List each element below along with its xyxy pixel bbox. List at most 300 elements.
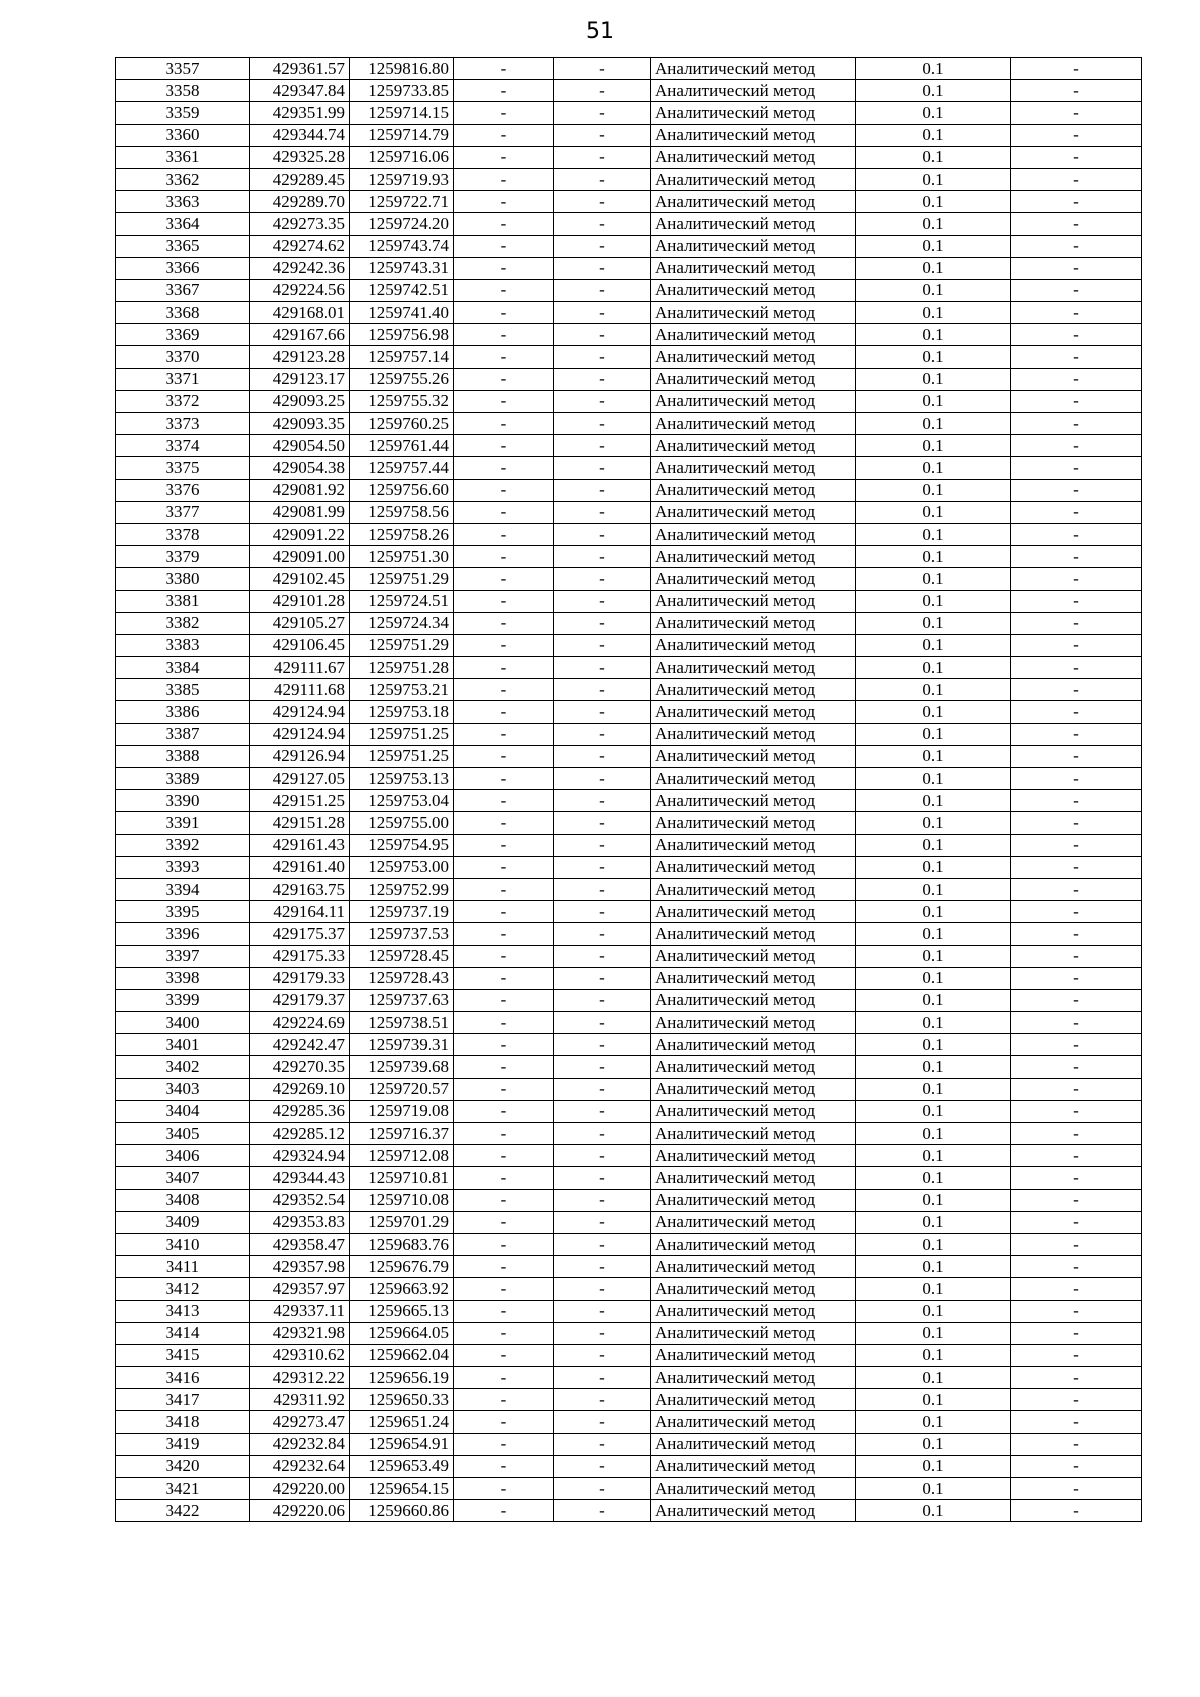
point-number-cell: 3403 xyxy=(116,1078,250,1100)
method-cell: Аналитический метод xyxy=(651,435,856,457)
table-row xyxy=(116,1012,1142,1034)
dash-cell: - xyxy=(454,1078,554,1100)
point-number-cell: 3384 xyxy=(116,657,250,679)
dash-cell: - xyxy=(1011,1100,1142,1122)
dash-cell: - xyxy=(554,878,651,900)
method-cell: Аналитический метод xyxy=(651,324,856,346)
dash-cell: - xyxy=(454,1145,554,1167)
point-number-cell: 3422 xyxy=(116,1500,250,1522)
y-coordinate-cell: 1259737.53 xyxy=(350,923,454,945)
point-number-cell: 3387 xyxy=(116,723,250,745)
point-number-cell: 3408 xyxy=(116,1189,250,1211)
point-number-cell: 3420 xyxy=(116,1455,250,1477)
method-cell: Аналитический метод xyxy=(651,368,856,390)
x-coordinate-cell: 429179.33 xyxy=(250,967,350,989)
point-number-cell: 3377 xyxy=(116,501,250,523)
accuracy-cell: 0.1 xyxy=(856,413,1011,435)
table-row xyxy=(116,124,1142,146)
dash-cell: - xyxy=(1011,302,1142,324)
table-row xyxy=(116,146,1142,168)
accuracy-cell: 0.1 xyxy=(856,834,1011,856)
dash-cell: - xyxy=(554,1389,651,1411)
point-number-cell: 3362 xyxy=(116,168,250,190)
point-number-cell: 3412 xyxy=(116,1278,250,1300)
dash-cell: - xyxy=(1011,989,1142,1011)
dash-cell: - xyxy=(454,1300,554,1322)
accuracy-cell: 0.1 xyxy=(856,1123,1011,1145)
point-number-cell: 3363 xyxy=(116,191,250,213)
dash-cell: - xyxy=(454,812,554,834)
table-row xyxy=(116,590,1142,612)
table-row xyxy=(116,701,1142,723)
method-cell: Аналитический метод xyxy=(651,945,856,967)
table-row xyxy=(116,191,1142,213)
dash-cell: - xyxy=(454,1278,554,1300)
y-coordinate-cell: 1259654.91 xyxy=(350,1433,454,1455)
dash-cell: - xyxy=(554,568,651,590)
y-coordinate-cell: 1259757.44 xyxy=(350,457,454,479)
y-coordinate-cell: 1259710.08 xyxy=(350,1189,454,1211)
y-coordinate-cell: 1259650.33 xyxy=(350,1389,454,1411)
x-coordinate-cell: 429273.47 xyxy=(250,1411,350,1433)
x-coordinate-cell: 429325.28 xyxy=(250,146,350,168)
dash-cell: - xyxy=(554,1256,651,1278)
dash-cell: - xyxy=(554,745,651,767)
y-coordinate-cell: 1259756.98 xyxy=(350,324,454,346)
method-cell: Аналитический метод xyxy=(651,546,856,568)
x-coordinate-cell: 429242.36 xyxy=(250,257,350,279)
y-coordinate-cell: 1259719.08 xyxy=(350,1100,454,1122)
dash-cell: - xyxy=(1011,1300,1142,1322)
x-coordinate-cell: 429232.84 xyxy=(250,1433,350,1455)
dash-cell: - xyxy=(1011,1478,1142,1500)
table-row xyxy=(116,1500,1142,1522)
dash-cell: - xyxy=(554,1322,651,1344)
method-cell: Аналитический метод xyxy=(651,501,856,523)
accuracy-cell: 0.1 xyxy=(856,1278,1011,1300)
method-cell: Аналитический метод xyxy=(651,479,856,501)
x-coordinate-cell: 429273.35 xyxy=(250,213,350,235)
accuracy-cell: 0.1 xyxy=(856,1056,1011,1078)
method-cell: Аналитический метод xyxy=(651,1433,856,1455)
accuracy-cell: 0.1 xyxy=(856,1078,1011,1100)
method-cell: Аналитический метод xyxy=(651,1455,856,1477)
dash-cell: - xyxy=(554,479,651,501)
table-row xyxy=(116,1233,1142,1255)
dash-cell: - xyxy=(1011,1389,1142,1411)
dash-cell: - xyxy=(1011,1278,1142,1300)
y-coordinate-cell: 1259716.37 xyxy=(350,1123,454,1145)
table-row xyxy=(116,1367,1142,1389)
x-coordinate-cell: 429357.97 xyxy=(250,1278,350,1300)
point-number-cell: 3375 xyxy=(116,457,250,479)
x-coordinate-cell: 429111.67 xyxy=(250,657,350,679)
table-row xyxy=(116,768,1142,790)
table-row xyxy=(116,679,1142,701)
dash-cell: - xyxy=(454,1322,554,1344)
x-coordinate-cell: 429289.45 xyxy=(250,168,350,190)
y-coordinate-cell: 1259760.25 xyxy=(350,413,454,435)
table-row xyxy=(116,1478,1142,1500)
dash-cell: - xyxy=(1011,479,1142,501)
method-cell: Аналитический метод xyxy=(651,1300,856,1322)
dash-cell: - xyxy=(554,168,651,190)
x-coordinate-cell: 429347.84 xyxy=(250,80,350,102)
dash-cell: - xyxy=(454,1256,554,1278)
accuracy-cell: 0.1 xyxy=(856,102,1011,124)
dash-cell: - xyxy=(454,923,554,945)
y-coordinate-cell: 1259753.13 xyxy=(350,768,454,790)
dash-cell: - xyxy=(554,634,651,656)
point-number-cell: 3421 xyxy=(116,1478,250,1500)
dash-cell: - xyxy=(454,967,554,989)
table-row xyxy=(116,58,1142,80)
dash-cell: - xyxy=(1011,790,1142,812)
y-coordinate-cell: 1259757.14 xyxy=(350,346,454,368)
method-cell: Аналитический метод xyxy=(651,146,856,168)
y-coordinate-cell: 1259751.25 xyxy=(350,723,454,745)
dash-cell: - xyxy=(1011,1455,1142,1477)
dash-cell: - xyxy=(554,1145,651,1167)
point-number-cell: 3407 xyxy=(116,1167,250,1189)
dash-cell: - xyxy=(1011,213,1142,235)
dash-cell: - xyxy=(554,346,651,368)
accuracy-cell: 0.1 xyxy=(856,501,1011,523)
table-row xyxy=(116,1056,1142,1078)
dash-cell: - xyxy=(554,790,651,812)
dash-cell: - xyxy=(454,1344,554,1366)
accuracy-cell: 0.1 xyxy=(856,1145,1011,1167)
dash-cell: - xyxy=(454,1012,554,1034)
method-cell: Аналитический метод xyxy=(651,790,856,812)
y-coordinate-cell: 1259755.32 xyxy=(350,390,454,412)
method-cell: Аналитический метод xyxy=(651,191,856,213)
dash-cell: - xyxy=(454,368,554,390)
method-cell: Аналитический метод xyxy=(651,1411,856,1433)
dash-cell: - xyxy=(554,546,651,568)
dash-cell: - xyxy=(1011,856,1142,878)
x-coordinate-cell: 429337.11 xyxy=(250,1300,350,1322)
point-number-cell: 3368 xyxy=(116,302,250,324)
dash-cell: - xyxy=(554,1367,651,1389)
dash-cell: - xyxy=(554,612,651,634)
dash-cell: - xyxy=(454,1233,554,1255)
table-row xyxy=(116,523,1142,545)
dash-cell: - xyxy=(454,146,554,168)
accuracy-cell: 0.1 xyxy=(856,390,1011,412)
y-coordinate-cell: 1259761.44 xyxy=(350,435,454,457)
method-cell: Аналитический метод xyxy=(651,967,856,989)
table-row xyxy=(116,1389,1142,1411)
accuracy-cell: 0.1 xyxy=(856,257,1011,279)
dash-cell: - xyxy=(454,213,554,235)
x-coordinate-cell: 429310.62 xyxy=(250,1344,350,1366)
dash-cell: - xyxy=(1011,1367,1142,1389)
dash-cell: - xyxy=(454,546,554,568)
dash-cell: - xyxy=(1011,235,1142,257)
y-coordinate-cell: 1259656.19 xyxy=(350,1367,454,1389)
dash-cell: - xyxy=(454,1433,554,1455)
dash-cell: - xyxy=(554,1078,651,1100)
dash-cell: - xyxy=(554,679,651,701)
dash-cell: - xyxy=(554,191,651,213)
accuracy-cell: 0.1 xyxy=(856,479,1011,501)
accuracy-cell: 0.1 xyxy=(856,679,1011,701)
dash-cell: - xyxy=(1011,1500,1142,1522)
dash-cell: - xyxy=(1011,657,1142,679)
point-number-cell: 3411 xyxy=(116,1256,250,1278)
y-coordinate-cell: 1259714.15 xyxy=(350,102,454,124)
point-number-cell: 3410 xyxy=(116,1233,250,1255)
table-row xyxy=(116,657,1142,679)
accuracy-cell: 0.1 xyxy=(856,1189,1011,1211)
table-row xyxy=(116,368,1142,390)
point-number-cell: 3358 xyxy=(116,80,250,102)
point-number-cell: 3399 xyxy=(116,989,250,1011)
accuracy-cell: 0.1 xyxy=(856,1012,1011,1034)
accuracy-cell: 0.1 xyxy=(856,191,1011,213)
dash-cell: - xyxy=(1011,901,1142,923)
method-cell: Аналитический метод xyxy=(651,1500,856,1522)
dash-cell: - xyxy=(454,279,554,301)
dash-cell: - xyxy=(1011,878,1142,900)
accuracy-cell: 0.1 xyxy=(856,701,1011,723)
method-cell: Аналитический метод xyxy=(651,701,856,723)
point-number-cell: 3367 xyxy=(116,279,250,301)
y-coordinate-cell: 1259712.08 xyxy=(350,1145,454,1167)
y-coordinate-cell: 1259751.25 xyxy=(350,745,454,767)
y-coordinate-cell: 1259816.80 xyxy=(350,58,454,80)
dash-cell: - xyxy=(1011,1056,1142,1078)
x-coordinate-cell: 429093.35 xyxy=(250,413,350,435)
dash-cell: - xyxy=(454,168,554,190)
method-cell: Аналитический метод xyxy=(651,1167,856,1189)
y-coordinate-cell: 1259653.49 xyxy=(350,1455,454,1477)
dash-cell: - xyxy=(554,945,651,967)
x-coordinate-cell: 429091.00 xyxy=(250,546,350,568)
dash-cell: - xyxy=(554,501,651,523)
dash-cell: - xyxy=(1011,457,1142,479)
x-coordinate-cell: 429111.68 xyxy=(250,679,350,701)
dash-cell: - xyxy=(554,657,651,679)
dash-cell: - xyxy=(454,191,554,213)
method-cell: Аналитический метод xyxy=(651,168,856,190)
table-row xyxy=(116,1078,1142,1100)
accuracy-cell: 0.1 xyxy=(856,612,1011,634)
dash-cell: - xyxy=(454,1478,554,1500)
dash-cell: - xyxy=(1011,723,1142,745)
method-cell: Аналитический метод xyxy=(651,834,856,856)
dash-cell: - xyxy=(1011,58,1142,80)
dash-cell: - xyxy=(454,745,554,767)
point-number-cell: 3383 xyxy=(116,634,250,656)
dash-cell: - xyxy=(454,523,554,545)
dash-cell: - xyxy=(1011,102,1142,124)
table-row xyxy=(116,213,1142,235)
dash-cell: - xyxy=(1011,523,1142,545)
accuracy-cell: 0.1 xyxy=(856,546,1011,568)
x-coordinate-cell: 429081.99 xyxy=(250,501,350,523)
table-row xyxy=(116,612,1142,634)
x-coordinate-cell: 429106.45 xyxy=(250,634,350,656)
point-number-cell: 3390 xyxy=(116,790,250,812)
table-row xyxy=(116,945,1142,967)
dash-cell: - xyxy=(554,1189,651,1211)
table-row xyxy=(116,878,1142,900)
dash-cell: - xyxy=(1011,1211,1142,1233)
x-coordinate-cell: 429232.64 xyxy=(250,1455,350,1477)
table-row xyxy=(116,302,1142,324)
y-coordinate-cell: 1259751.29 xyxy=(350,634,454,656)
table-row xyxy=(116,546,1142,568)
dash-cell: - xyxy=(554,590,651,612)
dash-cell: - xyxy=(454,945,554,967)
dash-cell: - xyxy=(1011,701,1142,723)
dash-cell: - xyxy=(454,302,554,324)
x-coordinate-cell: 429161.40 xyxy=(250,856,350,878)
y-coordinate-cell: 1259751.28 xyxy=(350,657,454,679)
accuracy-cell: 0.1 xyxy=(856,856,1011,878)
dash-cell: - xyxy=(454,989,554,1011)
y-coordinate-cell: 1259719.93 xyxy=(350,168,454,190)
table-row xyxy=(116,901,1142,923)
x-coordinate-cell: 429357.98 xyxy=(250,1256,350,1278)
dash-cell: - xyxy=(1011,168,1142,190)
method-cell: Аналитический метод xyxy=(651,124,856,146)
table-row xyxy=(116,1167,1142,1189)
y-coordinate-cell: 1259654.15 xyxy=(350,1478,454,1500)
y-coordinate-cell: 1259724.20 xyxy=(350,213,454,235)
x-coordinate-cell: 429102.45 xyxy=(250,568,350,590)
dash-cell: - xyxy=(1011,390,1142,412)
x-coordinate-cell: 429151.28 xyxy=(250,812,350,834)
dash-cell: - xyxy=(1011,745,1142,767)
point-number-cell: 3382 xyxy=(116,612,250,634)
dash-cell: - xyxy=(1011,346,1142,368)
dash-cell: - xyxy=(454,701,554,723)
accuracy-cell: 0.1 xyxy=(856,1344,1011,1366)
method-cell: Аналитический метод xyxy=(651,634,856,656)
point-number-cell: 3396 xyxy=(116,923,250,945)
accuracy-cell: 0.1 xyxy=(856,790,1011,812)
dash-cell: - xyxy=(1011,1145,1142,1167)
accuracy-cell: 0.1 xyxy=(856,146,1011,168)
x-coordinate-cell: 429344.43 xyxy=(250,1167,350,1189)
point-number-cell: 3373 xyxy=(116,413,250,435)
y-coordinate-cell: 1259676.79 xyxy=(350,1256,454,1278)
dash-cell: - xyxy=(1011,1233,1142,1255)
dash-cell: - xyxy=(554,856,651,878)
x-coordinate-cell: 429269.10 xyxy=(250,1078,350,1100)
x-coordinate-cell: 429093.25 xyxy=(250,390,350,412)
x-coordinate-cell: 429351.99 xyxy=(250,102,350,124)
point-number-cell: 3404 xyxy=(116,1100,250,1122)
y-coordinate-cell: 1259738.51 xyxy=(350,1012,454,1034)
y-coordinate-cell: 1259753.00 xyxy=(350,856,454,878)
x-coordinate-cell: 429285.12 xyxy=(250,1123,350,1145)
method-cell: Аналитический метод xyxy=(651,878,856,900)
accuracy-cell: 0.1 xyxy=(856,324,1011,346)
dash-cell: - xyxy=(554,146,651,168)
accuracy-cell: 0.1 xyxy=(856,1478,1011,1500)
dash-cell: - xyxy=(554,1478,651,1500)
table-row xyxy=(116,413,1142,435)
dash-cell: - xyxy=(1011,279,1142,301)
accuracy-cell: 0.1 xyxy=(856,58,1011,80)
method-cell: Аналитический метод xyxy=(651,1012,856,1034)
dash-cell: - xyxy=(1011,679,1142,701)
dash-cell: - xyxy=(1011,413,1142,435)
accuracy-cell: 0.1 xyxy=(856,213,1011,235)
table-row xyxy=(116,1256,1142,1278)
x-coordinate-cell: 429151.25 xyxy=(250,790,350,812)
method-cell: Аналитический метод xyxy=(651,390,856,412)
accuracy-cell: 0.1 xyxy=(856,745,1011,767)
table-row xyxy=(116,457,1142,479)
dash-cell: - xyxy=(554,1433,651,1455)
x-coordinate-cell: 429311.92 xyxy=(250,1389,350,1411)
dash-cell: - xyxy=(554,435,651,457)
accuracy-cell: 0.1 xyxy=(856,812,1011,834)
accuracy-cell: 0.1 xyxy=(856,989,1011,1011)
accuracy-cell: 0.1 xyxy=(856,967,1011,989)
y-coordinate-cell: 1259722.71 xyxy=(350,191,454,213)
point-number-cell: 3388 xyxy=(116,745,250,767)
dash-cell: - xyxy=(554,413,651,435)
point-number-cell: 3389 xyxy=(116,768,250,790)
method-cell: Аналитический метод xyxy=(651,856,856,878)
accuracy-cell: 0.1 xyxy=(856,1211,1011,1233)
x-coordinate-cell: 429179.37 xyxy=(250,989,350,1011)
dash-cell: - xyxy=(454,723,554,745)
point-number-cell: 3365 xyxy=(116,235,250,257)
dash-cell: - xyxy=(1011,568,1142,590)
table-row xyxy=(116,501,1142,523)
y-coordinate-cell: 1259733.85 xyxy=(350,80,454,102)
dash-cell: - xyxy=(454,1367,554,1389)
y-coordinate-cell: 1259728.45 xyxy=(350,945,454,967)
point-number-cell: 3370 xyxy=(116,346,250,368)
table-row xyxy=(116,257,1142,279)
accuracy-cell: 0.1 xyxy=(856,878,1011,900)
point-number-cell: 3366 xyxy=(116,257,250,279)
dash-cell: - xyxy=(454,58,554,80)
dash-cell: - xyxy=(554,324,651,346)
dash-cell: - xyxy=(454,1389,554,1411)
dash-cell: - xyxy=(554,989,651,1011)
dash-cell: - xyxy=(454,901,554,923)
y-coordinate-cell: 1259720.57 xyxy=(350,1078,454,1100)
dash-cell: - xyxy=(554,923,651,945)
dash-cell: - xyxy=(1011,124,1142,146)
y-coordinate-cell: 1259728.43 xyxy=(350,967,454,989)
dash-cell: - xyxy=(454,1455,554,1477)
y-coordinate-cell: 1259660.86 xyxy=(350,1500,454,1522)
point-number-cell: 3381 xyxy=(116,590,250,612)
method-cell: Аналитический метод xyxy=(651,1056,856,1078)
method-cell: Аналитический метод xyxy=(651,1322,856,1344)
method-cell: Аналитический метод xyxy=(651,679,856,701)
y-coordinate-cell: 1259663.92 xyxy=(350,1278,454,1300)
x-coordinate-cell: 429220.06 xyxy=(250,1500,350,1522)
dash-cell: - xyxy=(454,568,554,590)
dash-cell: - xyxy=(554,213,651,235)
accuracy-cell: 0.1 xyxy=(856,80,1011,102)
y-coordinate-cell: 1259714.79 xyxy=(350,124,454,146)
dash-cell: - xyxy=(1011,812,1142,834)
dash-cell: - xyxy=(554,1167,651,1189)
dash-cell: - xyxy=(1011,1034,1142,1056)
